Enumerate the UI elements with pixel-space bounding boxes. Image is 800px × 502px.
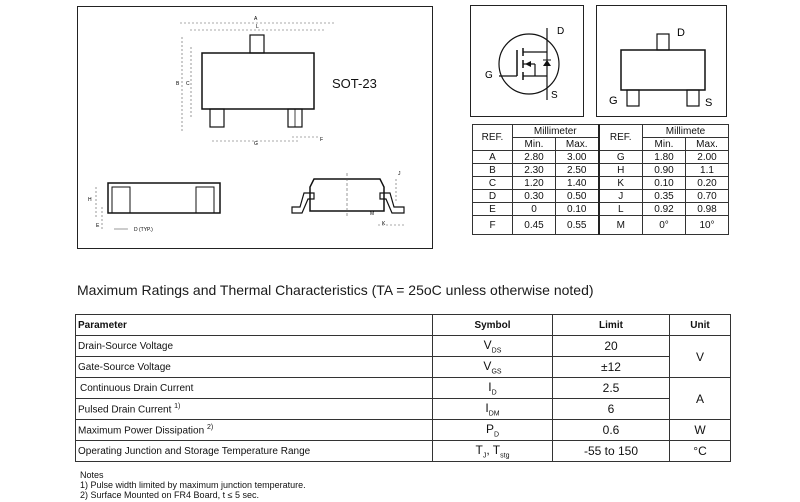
dim-min: 0.45 <box>513 216 556 235</box>
dim-label-j: K <box>382 221 386 227</box>
symbol-main: P <box>485 421 494 436</box>
param-limit: 0.6 <box>553 420 670 441</box>
package-outline-frame <box>77 6 433 249</box>
param-symbol <box>433 378 553 399</box>
dim-max: 0.50 <box>556 190 599 203</box>
param-text: Continuous Drain Current <box>80 382 194 394</box>
dim-row <box>473 190 729 203</box>
dim-label-b: B <box>176 81 180 87</box>
dim-min: 0.92 <box>643 203 686 216</box>
unit-current: A <box>670 378 731 420</box>
dim-min-header-left: Min. <box>513 138 556 151</box>
dim-note-typ: D (TYP.) <box>134 227 153 233</box>
unit-power: W <box>670 420 731 441</box>
symbol-mid: , T <box>486 442 501 457</box>
dim-label-a: A <box>254 16 258 22</box>
symbol-sub: J <box>482 452 487 460</box>
param-limit: ±12 <box>553 357 670 378</box>
dim-min: 0 <box>513 203 556 216</box>
dim-label-k: J <box>398 171 401 177</box>
symbol-sub: GS <box>491 368 502 376</box>
dim-label-c: C <box>186 81 190 87</box>
dim-max: 0.55 <box>556 216 599 235</box>
param-name <box>76 357 433 378</box>
dim-max-header-left: Max. <box>556 138 599 151</box>
dim-row <box>473 216 729 235</box>
param-text: Pulsed Drain Current <box>78 404 172 416</box>
dim-min: 2.80 <box>513 151 556 164</box>
dim-ref: C <box>473 177 513 190</box>
param-name <box>76 336 433 357</box>
dim-min: 1.80 <box>643 151 686 164</box>
param-text: Gate-Source Voltage <box>78 361 171 373</box>
dim-max: 1.1 <box>686 164 729 177</box>
pin-source-label: S <box>705 97 713 109</box>
mosfet-source-label: S <box>551 90 558 101</box>
unit-temperature: °C <box>670 441 731 462</box>
pin-drain <box>657 34 669 50</box>
dim-min: 0.10 <box>643 177 686 190</box>
dim-max: 0.20 <box>686 177 729 190</box>
dim-ref-header-right: REF. <box>599 125 643 151</box>
param-name <box>76 441 433 462</box>
unit-voltage: V <box>670 336 731 378</box>
dim-label-l: L <box>256 24 259 30</box>
ratings-header-row <box>76 315 731 336</box>
dim-label-e: E <box>96 223 100 229</box>
symbol-main: T <box>475 442 483 457</box>
dim-row <box>473 203 729 216</box>
dim-min: 0.35 <box>643 190 686 203</box>
dim-row <box>473 164 729 177</box>
param-note: 1) <box>174 402 181 410</box>
top-view-lead-top <box>250 35 264 53</box>
dim-max: 0.98 <box>686 203 729 216</box>
dim-ref: D <box>473 190 513 203</box>
header-symbol: Symbol <box>433 315 553 336</box>
pin-gate-label: G <box>609 95 618 107</box>
dim-max: 2.00 <box>686 151 729 164</box>
dim-unit-header-right: Millimete <box>643 125 729 138</box>
pin-source <box>687 90 699 106</box>
symbol-main: I <box>488 379 492 394</box>
dim-label-h: H <box>88 197 92 203</box>
param-limit: 2.5 <box>553 378 670 399</box>
symbol-main: V <box>483 358 492 373</box>
symbol-sub: D <box>493 431 500 439</box>
param-name <box>76 399 433 420</box>
param-symbol <box>433 399 553 420</box>
param-symbol <box>433 441 553 462</box>
dim-label-g: G <box>254 141 258 147</box>
dim-max: 2.50 <box>556 164 599 177</box>
param-note: 2) <box>206 423 214 431</box>
mosfet-drain-label: D <box>557 26 565 37</box>
pinout-frame <box>596 5 727 117</box>
symbol-main: I <box>485 400 489 415</box>
mosfet-gate-label: G <box>485 70 493 81</box>
param-limit: 6 <box>553 399 670 420</box>
dim-min-header-right: Min. <box>643 138 686 151</box>
dim-unit-header-left: Millimeter <box>513 125 599 138</box>
top-view-lead-left <box>210 109 224 127</box>
dim-ref: F <box>473 216 513 235</box>
dim-ref: M <box>599 216 643 235</box>
dim-ref: H <box>599 164 643 177</box>
dim-label-f: F <box>320 137 324 143</box>
param-symbol <box>433 357 553 378</box>
note-1: 1) Pulse width limited by maximum junction temperature. <box>80 480 306 490</box>
dim-min: 0.90 <box>643 164 686 177</box>
param-symbol <box>433 420 553 441</box>
pin-drain-label: D <box>677 27 685 39</box>
dim-min: 0° <box>643 216 686 235</box>
header-limit: Limit <box>553 315 670 336</box>
param-text: Drain-Source Voltage <box>78 340 174 352</box>
dim-ref: A <box>473 151 513 164</box>
param-name <box>76 420 433 441</box>
dim-max: 0.70 <box>686 190 729 203</box>
dim-ref: J <box>599 190 643 203</box>
mosfet-symbol <box>471 6 585 118</box>
dim-max: 0.10 <box>556 203 599 216</box>
dim-max-header-right: Max. <box>686 138 729 151</box>
dim-ref: B <box>473 164 513 177</box>
ratings-row <box>76 441 731 462</box>
dim-min: 2.30 <box>513 164 556 177</box>
param-name <box>76 378 433 399</box>
dim-row <box>473 151 729 164</box>
param-limit: -55 to 150 <box>553 441 670 462</box>
dim-ref-header-left: REF. <box>473 125 513 151</box>
dim-max: 1.40 <box>556 177 599 190</box>
pin-gate <box>627 90 639 106</box>
side-view-lead-right <box>196 187 214 213</box>
ratings-row <box>76 378 731 399</box>
header-unit: Unit <box>670 315 731 336</box>
param-limit: 20 <box>553 336 670 357</box>
dimension-table <box>472 124 729 235</box>
pinout-body <box>621 50 705 90</box>
param-text: Operating Junction and Storage Temperature Range <box>78 445 311 457</box>
symbol-sub2: stg <box>500 452 510 460</box>
dim-row <box>473 177 729 190</box>
dim-max: 3.00 <box>556 151 599 164</box>
ratings-row <box>76 357 731 378</box>
side-view-lead-left <box>112 187 130 213</box>
package-name: SOT-23 <box>332 76 377 91</box>
header-parameter: Parameter <box>76 315 433 336</box>
ratings-row <box>76 420 731 441</box>
note-2: 2) Surface Mounted on FR4 Board, t ≤ 5 sec. <box>80 490 260 500</box>
package-drawing <box>78 7 434 250</box>
ratings-table <box>75 314 731 462</box>
dim-label-m: M <box>370 211 375 217</box>
ratings-row <box>76 336 731 357</box>
symbol-main: V <box>483 337 492 352</box>
dim-ref: E <box>473 203 513 216</box>
ratings-row <box>76 399 731 420</box>
dim-ref: K <box>599 177 643 190</box>
dim-header-row <box>473 125 729 138</box>
notes <box>80 470 306 500</box>
symbol-sub: DM <box>488 410 500 418</box>
mosfet-symbol-frame <box>470 5 584 117</box>
top-view-body <box>202 53 314 109</box>
param-text: Maximum Power Dissipation <box>78 425 205 437</box>
dim-ref: G <box>599 151 643 164</box>
dim-min: 0.30 <box>513 190 556 203</box>
pinout-drawing <box>597 6 728 118</box>
ratings-title: Maximum Ratings and Thermal Characteristics (TA = 25oC unless otherwise noted) <box>77 282 594 298</box>
dim-max: 10° <box>686 216 729 235</box>
notes-title: Notes <box>80 470 104 480</box>
symbol-sub: DS <box>491 347 502 355</box>
param-symbol <box>433 336 553 357</box>
dim-min: 1.20 <box>513 177 556 190</box>
symbol-sub: D <box>491 389 497 397</box>
dim-ref: L <box>599 203 643 216</box>
